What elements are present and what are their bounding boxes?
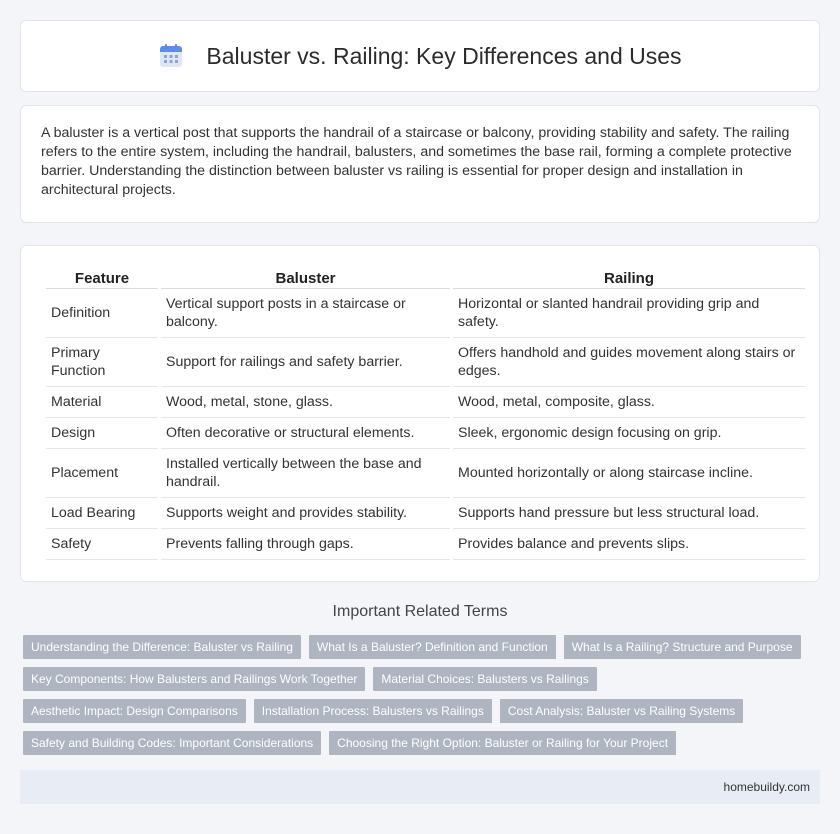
related-tag[interactable]: What Is a Railing? Structure and Purpose	[564, 635, 801, 659]
comparison-table	[43, 266, 808, 560]
page-title: Baluster vs. Railing: Key Differences and Uses	[206, 42, 682, 69]
related-tag[interactable]: What Is a Baluster? Definition and Function	[309, 635, 556, 659]
related-tag[interactable]: Material Choices: Balusters vs Railings	[373, 667, 596, 691]
cell-feature: Material	[46, 387, 158, 418]
table-row	[46, 498, 805, 529]
cell-feature: Design	[46, 418, 158, 449]
table-row	[46, 418, 805, 449]
calendar-icon	[158, 43, 184, 69]
cell-feature: Safety	[46, 529, 158, 560]
related-tag[interactable]: Aesthetic Impact: Design Comparisons	[23, 699, 246, 723]
cell-railing: Provides balance and prevents slips.	[453, 529, 805, 560]
tag-row	[23, 731, 823, 755]
intro-text: A baluster is a vertical post that supports the handrail of a staircase or balcony, providing stability and safety. The railing refers to the entire system, including the handrail, balusters, and sometimes the base rail, forming a complete protective barrier. Understanding the distinction between baluster vs railing is essential for proper design and installation in architectural projects.	[41, 125, 792, 198]
table-row	[46, 289, 805, 338]
table-row	[46, 387, 805, 418]
tag-row	[23, 667, 823, 691]
cell-feature: Primary Function	[46, 338, 158, 387]
cell-feature: Load Bearing	[46, 498, 158, 529]
title-card	[20, 20, 820, 92]
related-tag[interactable]: Installation Process: Balusters vs Railings	[254, 699, 492, 723]
intro-card	[20, 105, 820, 223]
cell-feature: Placement	[46, 449, 158, 498]
footer-site[interactable]: homebuildy.com	[723, 780, 810, 794]
cell-baluster: Often decorative or structural elements.	[161, 418, 450, 449]
cell-railing: Offers handhold and guides movement along stairs or edges.	[453, 338, 805, 387]
table-header-row	[46, 266, 805, 289]
cell-baluster: Vertical support posts in a staircase or balcony.	[161, 289, 450, 338]
related-tag[interactable]: Safety and Building Codes: Important Considerations	[23, 731, 321, 755]
tag-row	[23, 635, 823, 659]
table-row	[46, 338, 805, 387]
page-title-wrap	[158, 43, 681, 70]
cell-railing: Sleek, ergonomic design focusing on grip.	[453, 418, 805, 449]
cell-railing: Supports hand pressure but less structural load.	[453, 498, 805, 529]
cell-baluster: Wood, metal, stone, glass.	[161, 387, 450, 418]
comparison-table-card	[20, 245, 820, 582]
cell-baluster: Prevents falling through gaps.	[161, 529, 450, 560]
related-tag[interactable]: Understanding the Difference: Baluster vs Railing	[23, 635, 301, 659]
header-baluster: Baluster	[161, 266, 450, 289]
table-row	[46, 529, 805, 560]
cell-railing: Mounted horizontally or along staircase incline.	[453, 449, 805, 498]
header-feature: Feature	[46, 266, 158, 289]
cell-baluster: Installed vertically between the base and handrail.	[161, 449, 450, 498]
related-tag[interactable]: Key Components: How Balusters and Railings Work Together	[23, 667, 365, 691]
header-railing: Railing	[453, 266, 805, 289]
cell-baluster: Supports weight and provides stability.	[161, 498, 450, 529]
cell-baluster: Support for railings and safety barrier.	[161, 338, 450, 387]
related-tag[interactable]: Choosing the Right Option: Baluster or Railing for Your Project	[329, 731, 676, 755]
footer	[20, 770, 820, 804]
cell-railing: Horizontal or slanted handrail providing grip and safety.	[453, 289, 805, 338]
cell-railing: Wood, metal, composite, glass.	[453, 387, 805, 418]
related-terms-title: Important Related Terms	[332, 603, 508, 620]
cell-feature: Definition	[46, 289, 158, 338]
table-row	[46, 449, 805, 498]
related-tag[interactable]: Cost Analysis: Baluster vs Railing Systems	[500, 699, 743, 723]
related-terms-tags	[23, 635, 823, 763]
tag-row	[23, 699, 823, 723]
